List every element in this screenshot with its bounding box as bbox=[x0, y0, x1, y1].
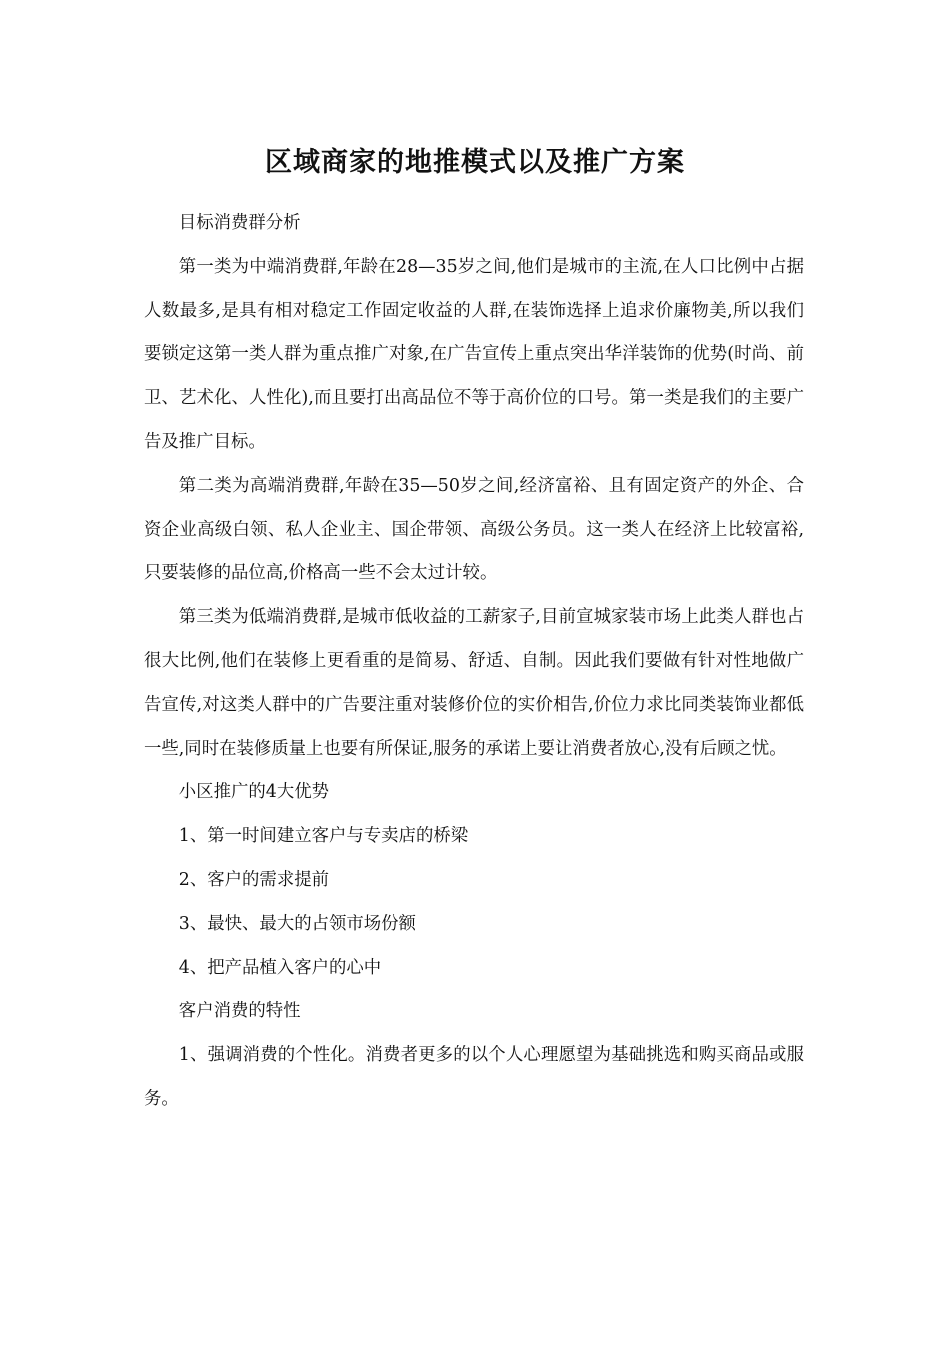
paragraph-low-end-consumers: 第三类为低端消费群,是城市低收益的工薪家子,目前宣城家装市场上此类人群也占很大比例,他们在装修上更看重的是简易、舒适、自制。因此我们要做有针对性地做广告宣传,对这类人群中的广告要注重对装修价位的实价相告,价位力求比同类装饰业都低一些,同时在装修质量上也要有所保证,服务的承诺上要让消费者放心,没有后顾之忧。 bbox=[144, 607, 804, 759]
section-heading-consumer-traits: 客户消费的特性 bbox=[178, 1001, 301, 1022]
paragraph-high-end-consumers: 第二类为高端消费群,年龄在35—50岁之间,经济富裕、且有固定资产的外企、合资企业高级白领、私人企业主、国企带领、高级公务员。这一类人在经济上比较富裕,只要装修的品位高,价格高一些不会太过计较。 bbox=[144, 475, 804, 584]
list-item-advantage-4: 4、把产品植入客户的心中 bbox=[178, 957, 382, 978]
section-heading-community-advantages: 小区推广的4大优势 bbox=[178, 782, 329, 803]
document-title: 区域商家的地推模式以及推广方案 bbox=[265, 147, 685, 178]
document-body bbox=[144, 202, 804, 1122]
list-item-trait-1: 1、强调消费的个性化。消费者更多的以个人心理愿望为基础挑选和购买商品或服务。 bbox=[144, 1045, 804, 1109]
paragraph-mid-end-consumers: 第一类为中端消费群,年龄在28—35岁之间,他们是城市的主流,在人口比例中占据人数最多,是具有相对稳定工作固定收益的人群,在装饰选择上追求价廉物美,所以我们要锁定这第一类人群为重点推广对象,在广告宣传上重点突出华洋装饰的优势(时尚、前卫、艺术化、人性化),而且要打出高品位不等于高价位的口号。第一类是我们的主要广告及推广目标。 bbox=[144, 256, 804, 452]
list-item-advantage-1: 1、第一时间建立客户与专卖店的桥梁 bbox=[178, 826, 469, 847]
section-heading-target-consumers: 目标消费群分析 bbox=[178, 213, 301, 233]
list-item-advantage-2: 2、客户的需求提前 bbox=[178, 869, 329, 890]
list-item-advantage-3: 3、最快、最大的占领市场份额 bbox=[178, 913, 416, 934]
